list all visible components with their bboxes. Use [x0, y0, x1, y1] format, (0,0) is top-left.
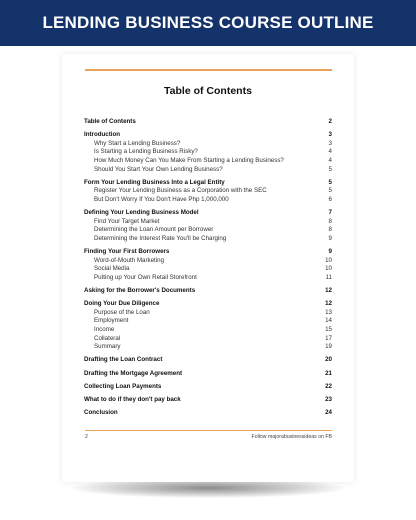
toc-entry-title: Doing Your Due Diligence [84, 300, 160, 308]
toc-section-entry[interactable] [84, 409, 332, 418]
toc-entry-title: Register Your Lending Business as a Corporation with the SEC [94, 187, 267, 195]
toc-entry-page: 4 [328, 156, 332, 164]
toc-entry-page: 15 [325, 326, 332, 334]
toc-entry-page: 9 [328, 248, 332, 256]
toc-entry-page: 3 [328, 139, 332, 147]
toc-entry-page: 8 [328, 226, 332, 234]
toc-entry-title: Purpose of the Loan [94, 308, 150, 316]
toc-entry-title: Determining the Loan Amount per Borrower [94, 226, 214, 234]
toc-section-entry[interactable] [84, 356, 332, 365]
toc-entry-title: Determining the Interest Rate You'll be Charging [94, 234, 227, 242]
toc-entry-page: 11 [325, 273, 332, 281]
toc-entry-page: 2 [328, 118, 332, 125]
bottom-divider [85, 430, 332, 431]
toc-subsection-entry[interactable] [84, 148, 332, 157]
toc-entry-page: 8 [328, 217, 332, 225]
toc-entry-page: 10 [325, 265, 332, 273]
toc-entry-title: Putting up Your Own Retail Storefront [94, 273, 197, 281]
toc-subsection-entry[interactable] [84, 343, 332, 352]
toc-subsection-entry[interactable] [84, 235, 332, 244]
toc-subsection-entry[interactable] [84, 140, 332, 149]
toc-entry-title: Introduction [84, 131, 121, 139]
toc-entry-page: 9 [328, 234, 332, 242]
toc-entry-page: 3 [328, 131, 332, 139]
toc-subsection-entry[interactable] [84, 166, 332, 175]
toc-entry-title: But Don't Worry If You Don't Have Php 1,000,000 [94, 195, 229, 203]
toc-subsection-entry[interactable] [84, 196, 332, 205]
toc-section-entry[interactable] [84, 179, 332, 188]
toc-entry-page: 21 [325, 369, 332, 377]
toc-subsection-entry[interactable] [84, 187, 332, 196]
toc-subsection-entry[interactable] [84, 309, 332, 318]
toc-entry-page: 6 [328, 195, 332, 203]
page-footer [85, 434, 332, 440]
toc-entry-title: Table of Contents [84, 118, 136, 125]
toc-entry-title: Word-of-Mouth Marketing [94, 256, 165, 264]
toc-section-entry[interactable] [84, 118, 332, 127]
toc-entry-title: Asking for the Borrower's Documents [84, 287, 196, 295]
toc-entry-page: 5 [328, 178, 332, 186]
toc-section-entry[interactable] [84, 370, 332, 379]
document-page [62, 54, 354, 482]
toc-section-entry[interactable] [84, 287, 332, 296]
toc-entry-title: Employment [94, 317, 129, 325]
toc-entry-title: What to do if they don't pay back [84, 395, 181, 403]
toc-section-entry[interactable] [84, 248, 332, 257]
toc-entry-page: 4 [328, 148, 332, 156]
toc-subsection-entry[interactable] [84, 218, 332, 227]
toc-entry-title: Defining Your Lending Business Model [84, 209, 199, 217]
toc-entry-title: Is Starting a Lending Business Risky? [94, 148, 198, 156]
toc-entry-title: Find Your Target Market [94, 217, 160, 225]
banner-title: LENDING BUSINESS COURSE OUTLINE [42, 13, 374, 32]
toc-entry-page: 20 [325, 356, 332, 364]
toc-entry-page: 22 [325, 382, 332, 390]
toc-entry-title: Collecting Loan Payments [84, 382, 162, 390]
toc-entry-page: 23 [325, 395, 332, 403]
toc-list [84, 118, 332, 418]
toc-subsection-entry[interactable] [84, 317, 332, 326]
toc-subsection-entry[interactable] [84, 335, 332, 344]
toc-subsection-entry[interactable] [84, 226, 332, 235]
toc-entry-title: How Much Money Can You Make From Starting a Lending Business? [94, 156, 284, 164]
footer-note: Follow majorabusinessideas on FB [251, 434, 332, 440]
toc-entry-page: 5 [328, 187, 332, 195]
toc-entry-title: Why Start a Lending Business? [94, 139, 181, 147]
header-banner [0, 0, 416, 46]
toc-section-entry[interactable] [84, 396, 332, 405]
toc-entry-title: Form Your Lending Business Into a Legal Entity [84, 178, 225, 186]
toc-section-entry[interactable] [84, 383, 332, 392]
toc-entry-page: 24 [325, 409, 332, 417]
toc-entry-page: 19 [325, 343, 332, 351]
toc-entry-page: 5 [328, 165, 332, 173]
toc-entry-title: Should You Start Your Own Lending Business? [94, 165, 223, 173]
toc-entry-title: Income [94, 326, 115, 334]
toc-entry-title: Social Media [94, 265, 130, 273]
toc-subsection-entry[interactable] [84, 257, 332, 266]
toc-entry-title: Drafting the Loan Contract [84, 356, 163, 364]
toc-heading: Table of Contents [164, 85, 252, 97]
toc-section-entry[interactable] [84, 131, 332, 140]
toc-entry-title: Summary [94, 343, 121, 351]
top-divider [85, 69, 332, 71]
toc-subsection-entry[interactable] [84, 274, 332, 283]
toc-entry-page: 7 [328, 209, 332, 217]
toc-entry-page: 12 [325, 287, 332, 295]
toc-entry-page: 17 [325, 334, 332, 342]
toc-subsection-entry[interactable] [84, 326, 332, 335]
toc-entry-title: Conclusion [84, 409, 118, 417]
toc-entry-page: 12 [325, 300, 332, 308]
toc-entry-title: Finding Your First Borrowers [84, 248, 170, 256]
toc-entry-page: 10 [325, 256, 332, 264]
footer-page-number: 2 [85, 434, 88, 440]
toc-entry-title: Collateral [94, 334, 121, 342]
toc-section-entry[interactable] [84, 300, 332, 309]
toc-section-entry[interactable] [84, 209, 332, 218]
toc-entry-page: 14 [325, 317, 332, 325]
toc-entry-page: 13 [325, 308, 332, 316]
toc-subsection-entry[interactable] [84, 157, 332, 166]
toc-entry-title: Drafting the Mortgage Agreement [84, 369, 183, 377]
toc-subsection-entry[interactable] [84, 265, 332, 274]
